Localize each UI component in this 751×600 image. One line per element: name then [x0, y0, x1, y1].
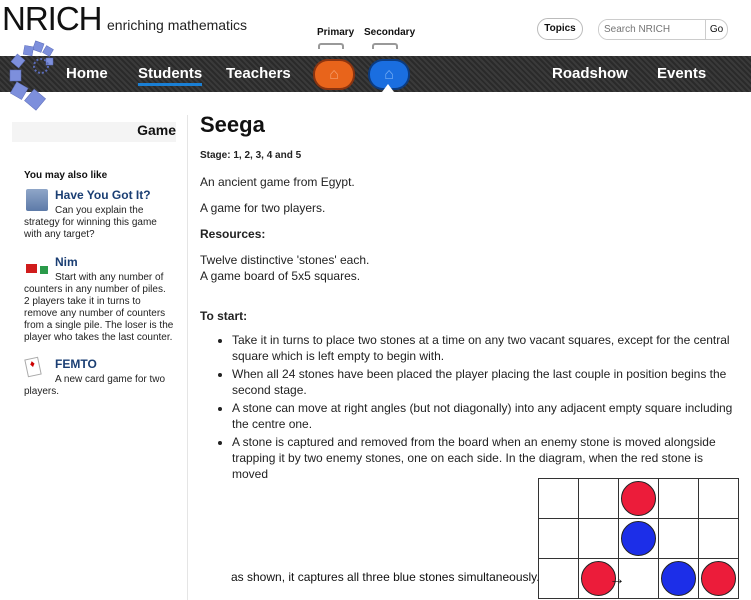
board-square [539, 479, 579, 519]
sidebar [0, 115, 188, 600]
red-stone [701, 561, 736, 596]
search-go-button[interactable]: Go [705, 20, 727, 39]
related-item-link[interactable]: Nim [55, 255, 78, 269]
main-nav [0, 56, 751, 92]
resource-line: A game board of 5x5 squares. [200, 269, 361, 283]
rule-item: • A stone can move at right angles (but not diagonally) into any adjacent empty square including the centre one. [232, 400, 740, 432]
board-square [659, 559, 699, 599]
board-square [619, 479, 659, 519]
primary-home-button[interactable] [315, 61, 353, 88]
rules-list [200, 332, 740, 482]
blue-stone [621, 521, 656, 556]
board-square [659, 519, 699, 559]
search-input[interactable] [599, 20, 705, 39]
rule-item: • Take it in turns to place two stones at a time on any two vacant squares, except for the central square which is left empty to begin with. [232, 332, 740, 364]
page-title: Seega [200, 112, 265, 137]
blue-stone [661, 561, 696, 596]
intro-text: A game for two players. [200, 201, 326, 215]
secondary-label: Secondary [364, 27, 416, 38]
nav-events[interactable]: Events [657, 65, 707, 82]
you-may-also-like-heading: You may also like [24, 170, 108, 181]
topics-button[interactable]: Topics [537, 18, 583, 40]
resources-heading: Resources: [200, 227, 266, 241]
related-item [24, 358, 174, 398]
selected-pointer-icon [382, 84, 394, 92]
nav-roadshow[interactable]: Roadshow [552, 65, 628, 82]
rule-item: • When all 24 stones have been placed the player placing the last couple in position begins the second stage. [232, 366, 740, 398]
board-row [539, 479, 739, 519]
board-square [579, 479, 619, 519]
board-row [539, 519, 739, 559]
eagle-image-icon [26, 189, 48, 211]
board-square [579, 519, 619, 559]
nav-teachers[interactable]: Teachers [226, 65, 291, 82]
red-stone [621, 481, 656, 516]
rule-item-continued: as shown, it captures all three blue stones simultaneously. [231, 570, 540, 584]
stage-info: Stage: 1, 2, 3, 4 and 5 [200, 150, 302, 161]
related-item [24, 256, 174, 344]
related-item-link[interactable]: FEMTO [55, 357, 97, 371]
board-square [659, 479, 699, 519]
related-item [24, 189, 174, 241]
counters-icon [26, 256, 48, 278]
nrich-swirl-logo-icon[interactable] [8, 40, 58, 112]
search-box [598, 19, 728, 40]
sidebar-heading: Game [12, 122, 176, 142]
related-item-desc: Can you explain the strategy for winning this game with any target? [24, 205, 157, 240]
board-square [699, 519, 739, 559]
logo-text[interactable]: NRICH [2, 0, 102, 37]
nav-home[interactable]: Home [66, 65, 108, 82]
to-start-heading: To start: [200, 309, 248, 323]
primary-label: Primary [317, 27, 355, 38]
nav-students[interactable]: Students [138, 65, 202, 86]
seega-board-diagram [538, 478, 739, 599]
board-square [699, 479, 739, 519]
related-item-desc: Start with any number of counters in any number of piles. 2 players take it in turns to remove any number of counters from a single pile. The loser is the player who takes the last counter. [24, 272, 174, 343]
main-content [200, 112, 751, 484]
related-item-link[interactable]: Have You Got It? [55, 188, 151, 202]
tagline: enriching mathematics [107, 17, 248, 33]
cards-icon: ♦ [24, 357, 41, 378]
board-row [539, 559, 739, 599]
related-item-desc: A new card game for two players. [24, 374, 166, 397]
house-icon: ⌂ [329, 65, 339, 83]
resource-line: Twelve distinctive 'stones' each. [200, 253, 370, 267]
bracket-decoration [372, 43, 398, 49]
board-square [539, 519, 579, 559]
rule-item: • A stone is captured and removed from the board when an enemy stone is moved alongside trapping it by two enemy stones, one on each side. In the diagram, when the red stone is moved [232, 434, 740, 482]
arrow-right-icon: → [609, 571, 625, 588]
board-square [699, 559, 739, 599]
intro-text: An ancient game from Egypt. [200, 175, 355, 189]
house-icon: ⌂ [384, 65, 394, 83]
board-square [619, 519, 659, 559]
board-square [609, 559, 659, 599]
bracket-decoration [318, 43, 344, 49]
board-square [539, 559, 579, 599]
